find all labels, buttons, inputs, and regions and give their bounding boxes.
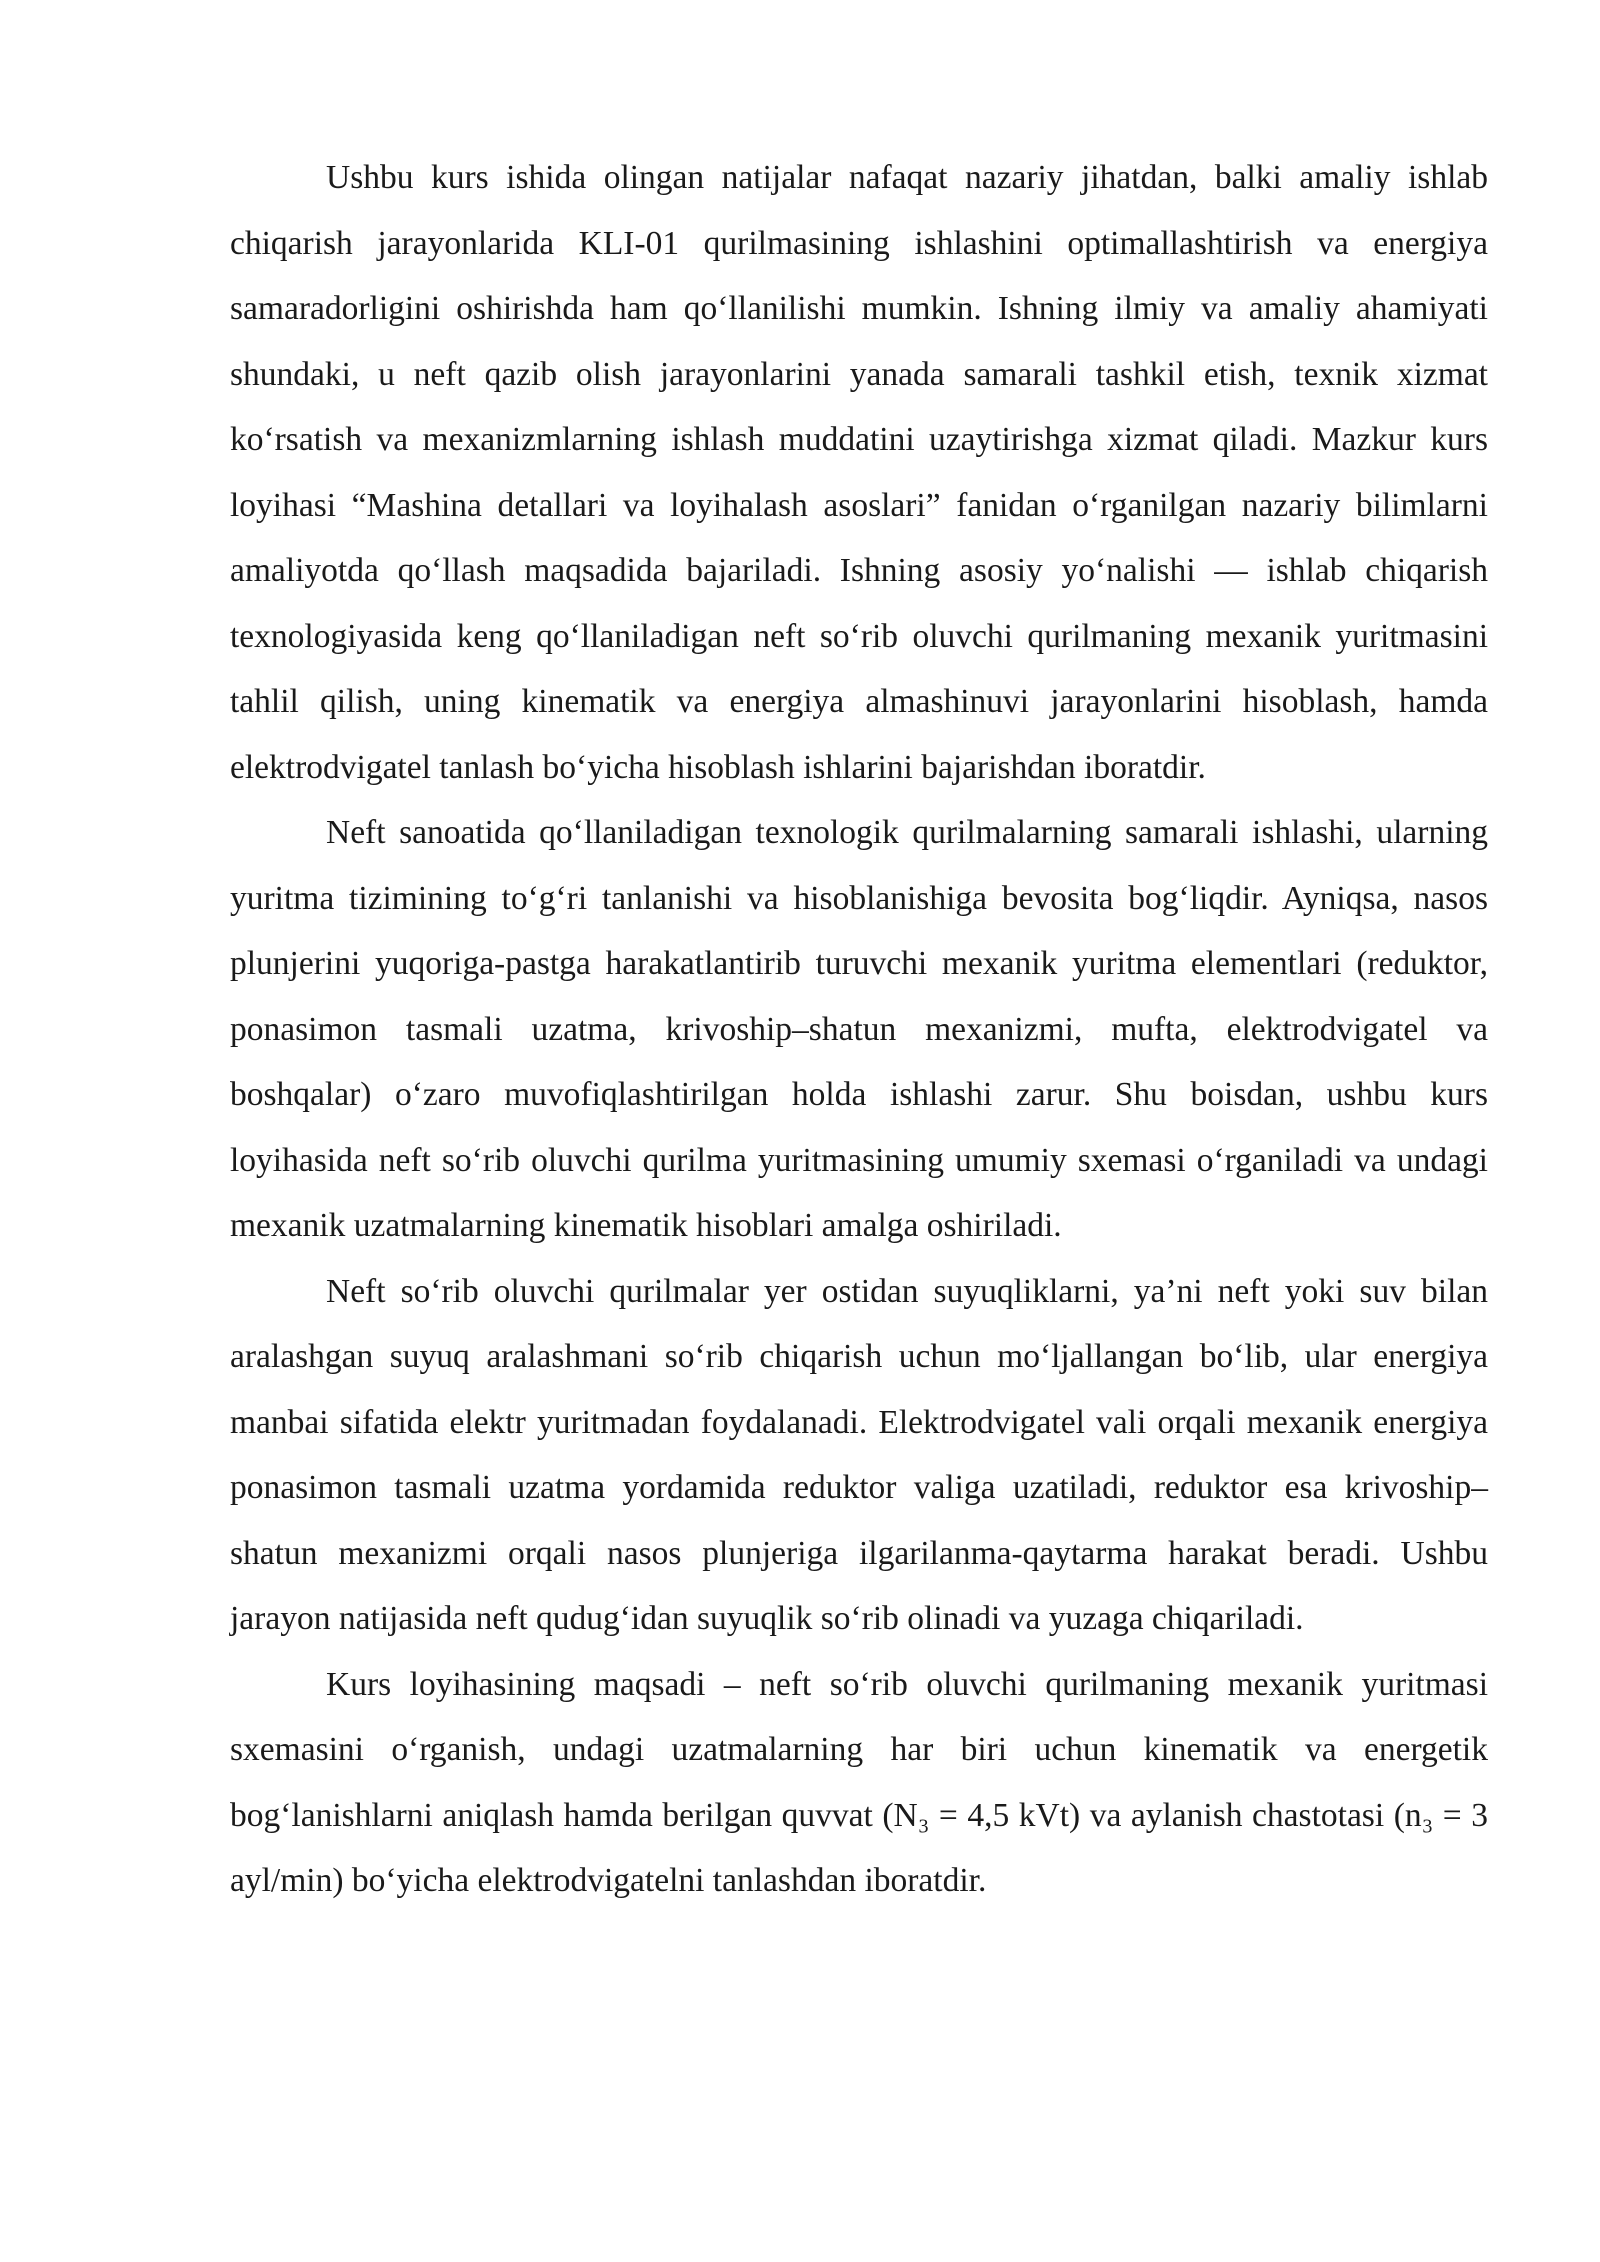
page-content — [230, 145, 1488, 1914]
paragraph-4: Kurs loyihasining maqsadi – neft so‘rib oluvchi qurilmaning mexanik yuritmasi sxemasini o‘rganish, undagi uzatmalarning har biri uchun kinematik va energetik bog‘lanishlarni aniqlash hamda berilgan quvvat (N₃ = 4,5 kVt) va aylanish chastotasi (n₃ = 3 ayl/min) bo‘yicha elektrodvigatelni tanlashdan iboratdir. — [230, 1665, 1488, 1899]
paragraph-1: Ushbu kurs ishida olingan natijalar nafaqat nazariy jihatdan, balki amaliy ishlab chiqarish jarayonlarida KLI-01 qurilmasining ishlashini optimallashtirish va energiya samaradorligini oshirishda ham qo‘llanilishi mumkin. Ishning ilmiy va amaliy ahamiyati shundaki, u neft qazib olish jarayonlarini yanada samarali tashkil etish, texnik xizmat ko‘rsatish va mexanizmlarning ishlash muddatini uzaytirishga xizmat qiladi. Mazkur kurs loyihasi “Mashina detallari va loyihalash asoslari” fanidan o‘rganilgan nazariy bilimlarni amaliyotda qo‘llash maqsadida bajariladi. Ishning asosiy yo‘nalishi — ishlab chiqarish texnologiyasida keng qo‘llaniladigan neft so‘rib oluvchi qurilmaning mexanik yuritmasini tahlil qilish, uning kinematik va energiya almashinuvi jarayonlarini hisoblash, hamda elektrodvigatel tanlash bo‘yicha hisoblash ishlarini bajarishdan iboratdir. — [230, 159, 1488, 786]
paragraph-2: Neft sanoatida qo‘llaniladigan texnologik qurilmalarning samarali ishlashi, ularning yuritma tizimining to‘g‘ri tanlanishi va hisoblanishiga bevosita bog‘liqdir. Ayniqsa, nasos plunjerini yuqoriga-pastga harakatlantirib turuvchi mexanik yuritma elementlari (reduktor, ponasimon tasmali uzatma, krivoship–shatun mexanizmi, mufta, elektrodvigatel va boshqalar) o‘zaro muvofiqlashtirilgan holda ishlashi zarur. Shu boisdan, ushbu kurs loyihasida neft so‘rib oluvchi qurilma yuritmasining umumiy sxemasi o‘rganiladi va undagi mexanik uzatmalarning kinematik hisoblari amalga oshiriladi. — [230, 814, 1488, 1244]
paragraph-3: Neft so‘rib oluvchi qurilmalar yer ostidan suyuqliklarni, ya’ni neft yoki suv bilan aralashgan suyuq aralashmani so‘rib chiqarish uchun mo‘ljallangan bo‘lib, ular energiya manbai sifatida elektr yuritmadan foydalanadi. Elektrodvigatel vali orqali mexanik energiya ponasimon tasmali uzatma yordamida reduktor valiga uzatiladi, reduktor esa krivoship–shatun mexanizmi orqali nasos plunjeriga ilgarilanma-qaytarma harakat beradi. Ushbu jarayon natijasida neft qudug‘idan suyuqlik so‘rib olinadi va yuzaga chiqariladi. — [230, 1272, 1488, 1637]
